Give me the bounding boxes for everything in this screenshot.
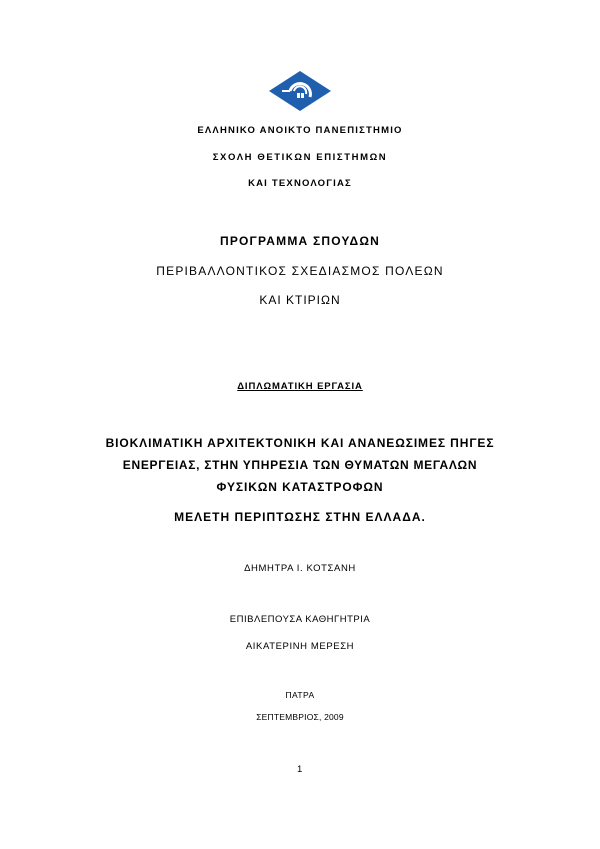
eap-logo-icon (268, 70, 332, 112)
thesis-subtitle: ΜΕΛΕΤΗ ΠΕΡΙΠΤΩΣΗΣ ΣΤΗΝ ΕΛΛΑΔΑ. (174, 510, 426, 524)
thesis-title-line3: ΦΥΣΙΚΩΝ ΚΑΤΑΣΤΡΟΦΩΝ (216, 480, 384, 494)
program-label: ΠΡΟΓΡΑΜΜΑ ΣΠΟΥΔΩΝ (219, 234, 381, 248)
school-name-line2: ΚΑΙ ΤΕΧΝΟΛΟΓΙΑΣ (248, 178, 352, 189)
program-name-line2: ΚΑΙ ΚΤΙΡΙΩΝ (259, 293, 341, 307)
supervisor-label: ΕΠΙΒΛΕΠΟΥΣΑ ΚΑΘΗΓΗΤΡΙΑ (229, 614, 371, 625)
author-name: ΔΗΜΗΤΡΑ Ι. ΚΟΤΣΑΝΗ (244, 563, 356, 574)
place: ΠΑΤΡΑ (285, 690, 315, 700)
thesis-type: ΔΙΠΛΩΜΑΤΙΚΗ ΕΡΓΑΣΙΑ (237, 381, 363, 392)
date: ΣΕΠΤΕΜΒΡΙΟΣ, 2009 (256, 712, 344, 722)
page-number: 1 (297, 764, 303, 775)
school-name-line1: ΣΧΟΛΗ ΘΕΤΙΚΩΝ ΕΠΙΣΤΗΜΩΝ (212, 152, 388, 163)
program-name-line1: ΠΕΡΙΒΑΛΛΟΝΤΙΚΟΣ ΣΧΕΔΙΑΣΜΟΣ ΠΟΛΕΩΝ (156, 264, 444, 278)
thesis-title-line2: ΕΝΕΡΓΕΙΑΣ, ΣΤΗΝ ΥΠΗΡΕΣΙΑ ΤΩΝ ΘΥΜΑΤΩΝ ΜΕΓΑΛΩΝ (122, 458, 478, 472)
supervisor-name: ΑΙΚΑΤΕΡΙΝΗ ΜΕΡΕΣΗ (245, 641, 355, 652)
thesis-title-line1: ΒΙΟΚΛΙΜΑΤΙΚΗ ΑΡΧΙΤΕΚΤΟΝΙΚΗ ΚΑΙ ΑΝΑΝΕΩΣΙΜΕΣ ΠΗΓΕΣ (105, 436, 495, 450)
university-name: ΕΛΛΗΝΙΚΟ ΑΝΟΙΚΤΟ ΠΑΝΕΠΙΣΤΗΜΙΟ (197, 125, 403, 136)
